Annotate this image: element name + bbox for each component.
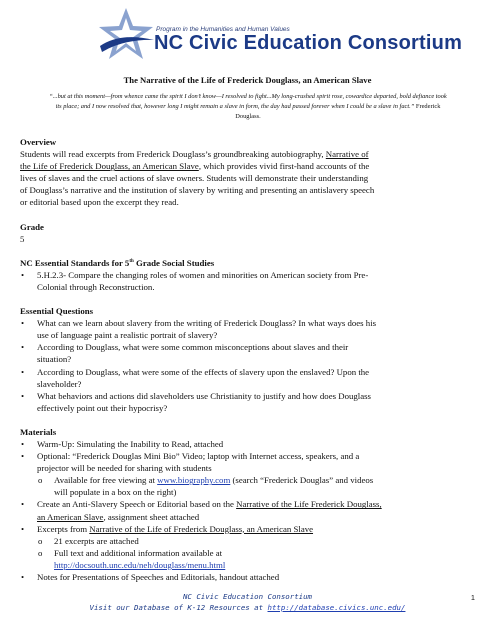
bullet-icon: • xyxy=(21,366,25,377)
logo-tagline: Program in the Humanities and Human Values xyxy=(156,26,290,33)
bullet-icon: • xyxy=(21,269,25,280)
overview-paragraph xyxy=(20,148,460,208)
footer-database-line: Visit our Database of K-12 Resources at http://database.civics.unc.edu/ xyxy=(89,603,406,612)
standards-item: • 5.H.2.3- Compare the changing roles of women and minorities on American society from Pre- Colonial through Reconstruction. xyxy=(21,269,369,292)
overview-line1: Students will read excerpts from Frederick Douglass’s groundbreaking autobiography, xyxy=(20,149,324,160)
materials-item: • Optional: “Frederick Douglas Mini Bio” Video; laptop with Internet access, speakers, and a projector will be needed for sharing with students xyxy=(21,451,360,474)
document-title: The Narrative of the Life of Frederick Douglass, an American Slave xyxy=(123,75,372,85)
sub-bullet-icon: o xyxy=(38,475,43,486)
document-body xyxy=(20,136,460,583)
bullet-icon: • xyxy=(21,523,25,534)
page-footer xyxy=(0,592,495,613)
bullet-icon: • xyxy=(21,342,25,353)
questions-heading: Essential Questions xyxy=(20,306,94,317)
materials-item: • Notes for Presentations of Speeches and Editorials, handout attached xyxy=(21,572,280,582)
overview-line2: , which provides vivid first-hand accounts of the xyxy=(198,161,370,172)
bullet-icon: • xyxy=(21,390,25,401)
materials-subitem: o Full text and additional information available at http://docsouth.unc.edu/neh/douglass/menu.html xyxy=(38,547,226,570)
epigraph-quote xyxy=(48,92,448,122)
question-item: • What can we learn about slavery from the writing of Frederick Douglass? In what ways does his use of language paint a realistic portrait of slavery? xyxy=(21,318,377,341)
overview-line3: lives of slaves and the cruel actions of slave owners. Students will demonstrate their understanding xyxy=(20,173,369,184)
bullet-icon: • xyxy=(21,572,25,582)
overview-book-title-a: Narrative of xyxy=(325,149,369,160)
footer-org: NC Civic Education Consortium xyxy=(182,592,313,601)
quote-attribution: Frederick Douglass. xyxy=(235,103,441,120)
database-link[interactable]: http://database.civics.unc.edu/ xyxy=(267,603,406,612)
materials-subitem: o 21 excerpts are attached xyxy=(38,535,139,546)
materials-item: • Excerpts from Narrative of the Life of Frederick Douglass, an American Slave xyxy=(21,523,314,534)
standards-heading: NC Essential Standards for 5th Grade Social Studies xyxy=(20,257,215,268)
overview-heading: Overview xyxy=(20,137,57,147)
bullet-icon: • xyxy=(21,451,25,462)
bullet-icon: • xyxy=(21,318,25,329)
page-number: 1 xyxy=(470,593,475,602)
materials-subitem: o Available for free viewing at www.biography.com (search “Frederick Douglas” and videos will populate in a box on the right) xyxy=(38,475,374,498)
grade-heading: Grade xyxy=(20,221,44,232)
sub-bullet-icon: o xyxy=(38,535,43,546)
quote-text: “...but at this moment—from whence came the spirit I don’t know—I resolved to fight...My long-crushed spirit rose, cowardice departed, bold defiance took its place; and I now resolved that, however long I might remain a slave in form, the day had passed forever when I could be a slave in fact.” xyxy=(49,93,447,110)
docsouth-link[interactable]: http://docsouth.unc.edu/neh/douglass/menu.html xyxy=(54,559,226,570)
sub-bullet-icon: o xyxy=(38,547,43,558)
biography-link[interactable]: www.biography.com xyxy=(157,475,231,486)
grade-value: 5 xyxy=(20,233,25,244)
overview-line5: or editorial based upon the excerpt they read. xyxy=(20,197,179,208)
star-logo-icon xyxy=(96,6,156,64)
materials-item: • Warm-Up: Simulating the Inability to Read, attached xyxy=(21,438,224,449)
bullet-icon: • xyxy=(21,438,25,449)
question-item: • According to Douglass, what were some common misconceptions about slaves and their situation? xyxy=(21,342,349,365)
question-item: • According to Douglass, what were some of the effects of slavery upon the enslaved? Upon the slaveholder? xyxy=(21,366,370,389)
overview-book-title-b: the Life of Frederick Douglass, an American Slave xyxy=(20,161,199,172)
bullet-icon: • xyxy=(21,499,25,510)
question-item: • What behaviors and actions did slaveholders use Christianity to justify and how does Douglass effectively point out their hypocrisy? xyxy=(21,390,371,413)
materials-heading: Materials xyxy=(20,426,57,437)
header-logo xyxy=(96,6,463,64)
overview-line4: of Douglass’s narrative and the institution of slavery by writing and presenting an antislavery speech xyxy=(20,185,375,196)
logo-org-name: NC Civic Education Consortium xyxy=(154,32,463,54)
materials-item: • Create an Anti-Slavery Speech or Editorial based on the Narrative of the Life Frederick Douglass, an American Slave, assignment sheet attached xyxy=(21,499,382,522)
